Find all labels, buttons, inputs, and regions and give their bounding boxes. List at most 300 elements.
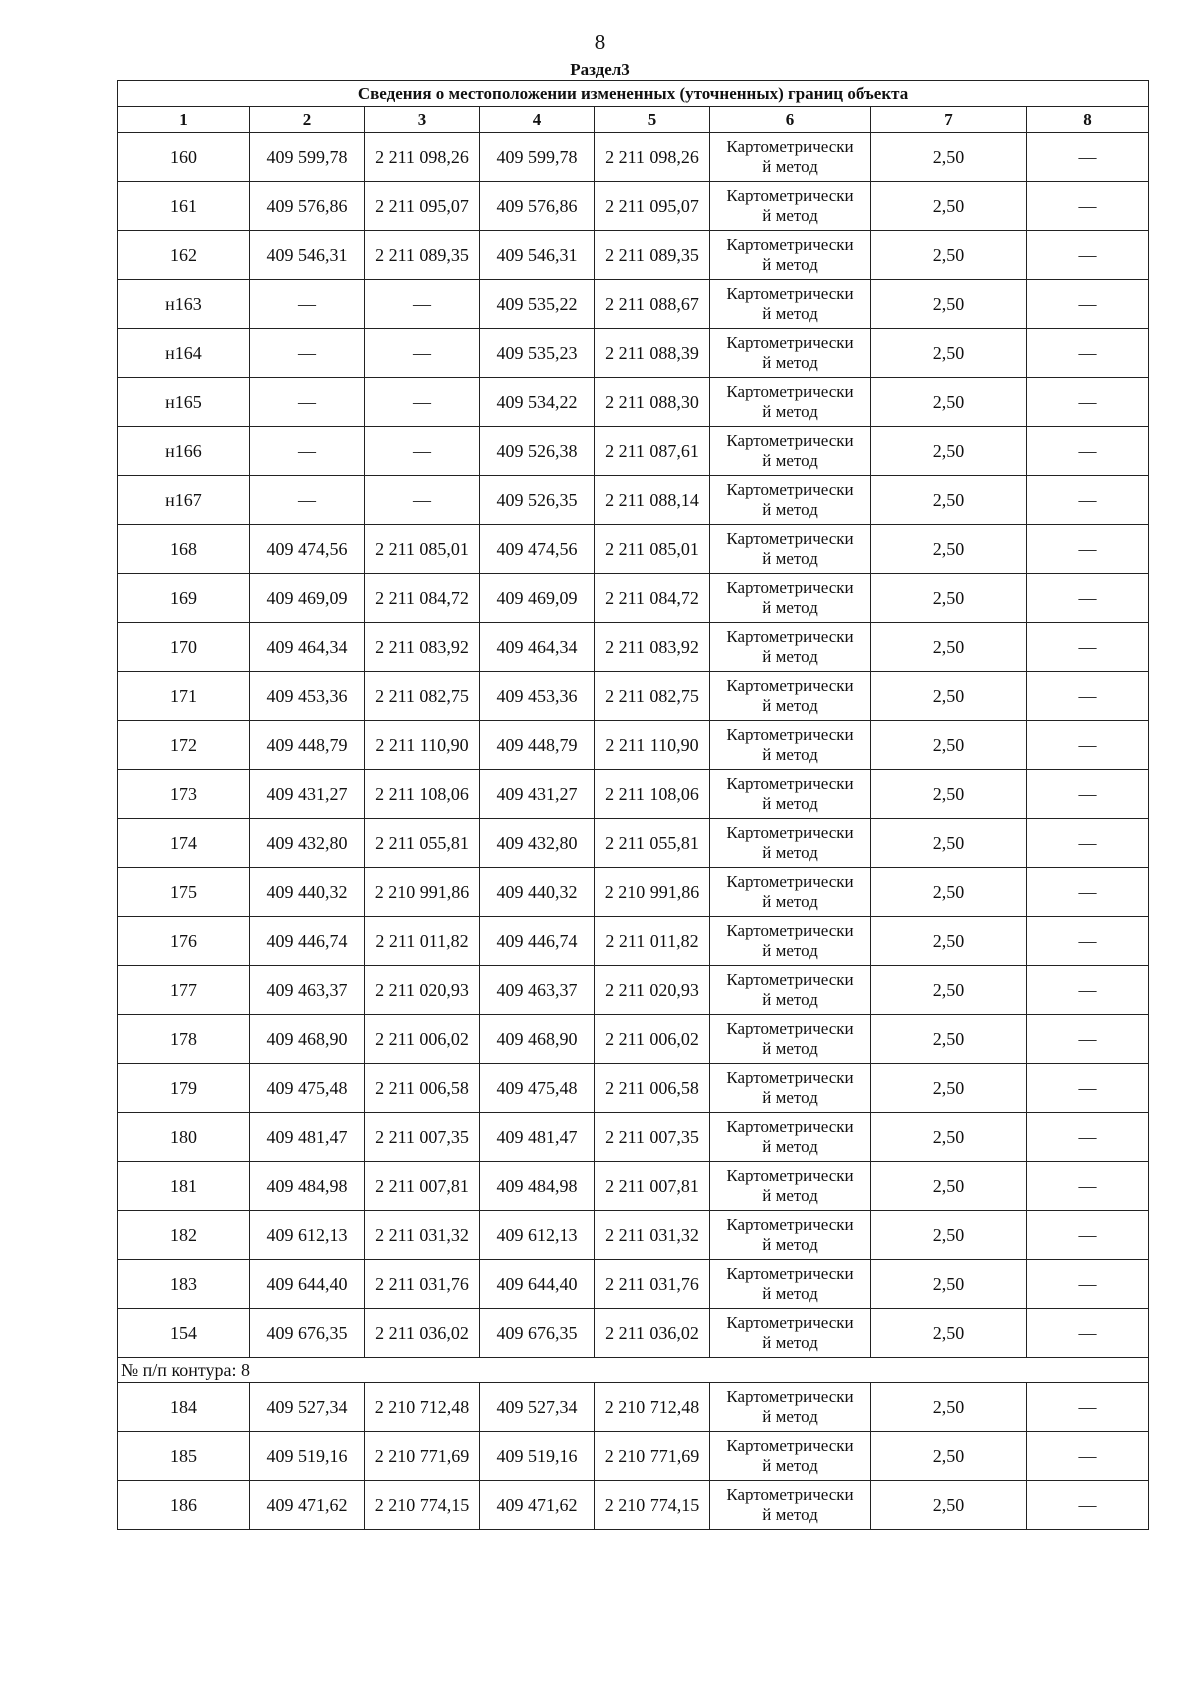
table-row [118, 721, 1149, 770]
description-cell: — [1027, 1064, 1149, 1113]
existing-y-cell: 2 211 108,06 [365, 770, 480, 819]
method-text-line1: Картометрически [726, 1215, 854, 1235]
new-x-cell: 409 576,86 [480, 182, 595, 231]
method-text-line1: Картометрически [726, 480, 854, 500]
accuracy-cell: 2,50 [871, 1015, 1027, 1064]
new-x-cell: 409 644,40 [480, 1260, 595, 1309]
new-x-cell: 409 453,36 [480, 672, 595, 721]
method-cell [710, 574, 871, 623]
method-cell [710, 1064, 871, 1113]
new-x-cell: 409 534,22 [480, 378, 595, 427]
existing-x-cell: 409 527,34 [250, 1383, 365, 1432]
new-x-cell: 409 546,31 [480, 231, 595, 280]
method-cell [710, 182, 871, 231]
method-cell [710, 623, 871, 672]
method-text-line1: Картометрически [726, 774, 854, 794]
method-text-line1: Картометрически [726, 1264, 854, 1284]
existing-x-cell: 409 546,31 [250, 231, 365, 280]
method-text-line1: Картометрически [726, 382, 854, 402]
existing-x-cell: 409 464,34 [250, 623, 365, 672]
table-row [118, 1211, 1149, 1260]
existing-x-cell: 409 484,98 [250, 1162, 365, 1211]
new-y-cell: 2 211 085,01 [595, 525, 710, 574]
method-text-line2: й метод [762, 402, 818, 421]
new-x-cell: 409 535,23 [480, 329, 595, 378]
accuracy-cell: 2,50 [871, 280, 1027, 329]
method-text-line2: й метод [762, 451, 818, 470]
new-x-cell: 409 471,62 [480, 1481, 595, 1530]
method-cell [710, 525, 871, 574]
column-number: 2 [250, 107, 365, 133]
description-cell: — [1027, 133, 1149, 182]
existing-y-cell: 2 211 031,76 [365, 1260, 480, 1309]
new-y-cell: 2 211 020,93 [595, 966, 710, 1015]
point-number-cell: 171 [118, 672, 250, 721]
accuracy-cell: 2,50 [871, 721, 1027, 770]
method-cell [710, 721, 871, 770]
method-text-line2: й метод [762, 647, 818, 666]
column-number: 7 [871, 107, 1027, 133]
new-y-cell: 2 211 036,02 [595, 1309, 710, 1358]
new-x-cell: 409 612,13 [480, 1211, 595, 1260]
method-cell [710, 672, 871, 721]
accuracy-cell: 2,50 [871, 1113, 1027, 1162]
existing-y-cell: 2 211 007,35 [365, 1113, 480, 1162]
existing-y-cell: 2 211 082,75 [365, 672, 480, 721]
existing-y-cell: 2 210 712,48 [365, 1383, 480, 1432]
new-y-cell: 2 211 011,82 [595, 917, 710, 966]
point-number-cell: 176 [118, 917, 250, 966]
contour-label: № п/п контура: 8 [118, 1358, 1149, 1383]
accuracy-cell: 2,50 [871, 133, 1027, 182]
method-cell [710, 329, 871, 378]
method-text-line2: й метод [762, 206, 818, 225]
existing-x-cell: — [250, 280, 365, 329]
method-text-line2: й метод [762, 500, 818, 519]
new-x-cell: 409 432,80 [480, 819, 595, 868]
table-row [118, 1113, 1149, 1162]
table-caption-row [118, 81, 1149, 107]
description-cell: — [1027, 1162, 1149, 1211]
method-cell [710, 1383, 871, 1432]
accuracy-cell: 2,50 [871, 1383, 1027, 1432]
point-number-cell: н167 [118, 476, 250, 525]
description-cell: — [1027, 525, 1149, 574]
method-cell [710, 280, 871, 329]
new-y-cell: 2 211 007,81 [595, 1162, 710, 1211]
table-row [118, 574, 1149, 623]
existing-x-cell: 409 431,27 [250, 770, 365, 819]
point-number-cell: 182 [118, 1211, 250, 1260]
new-x-cell: 409 446,74 [480, 917, 595, 966]
method-cell [710, 1211, 871, 1260]
existing-x-cell: 409 481,47 [250, 1113, 365, 1162]
method-text-line1: Картометрически [726, 725, 854, 745]
existing-x-cell: 409 676,35 [250, 1309, 365, 1358]
point-number-cell: н164 [118, 329, 250, 378]
description-cell: — [1027, 1015, 1149, 1064]
existing-y-cell: 2 210 991,86 [365, 868, 480, 917]
new-x-cell: 409 526,38 [480, 427, 595, 476]
method-text-line2: й метод [762, 696, 818, 715]
new-x-cell: 409 469,09 [480, 574, 595, 623]
table-row [118, 819, 1149, 868]
existing-x-cell: 409 463,37 [250, 966, 365, 1015]
accuracy-cell: 2,50 [871, 672, 1027, 721]
existing-y-cell: 2 211 006,58 [365, 1064, 480, 1113]
point-number-cell: 168 [118, 525, 250, 574]
existing-x-cell: 409 576,86 [250, 182, 365, 231]
accuracy-cell: 2,50 [871, 231, 1027, 280]
point-number-cell: 162 [118, 231, 250, 280]
table-row [118, 525, 1149, 574]
boundary-coordinates-table [117, 80, 1149, 1530]
description-cell: — [1027, 1383, 1149, 1432]
new-y-cell: 2 211 095,07 [595, 182, 710, 231]
method-text-line2: й метод [762, 1284, 818, 1303]
accuracy-cell: 2,50 [871, 1309, 1027, 1358]
accuracy-cell: 2,50 [871, 378, 1027, 427]
method-text-line1: Картометрически [726, 1068, 854, 1088]
accuracy-cell: 2,50 [871, 819, 1027, 868]
point-number-cell: 181 [118, 1162, 250, 1211]
method-text-line2: й метод [762, 1039, 818, 1058]
method-text-line2: й метод [762, 549, 818, 568]
existing-y-cell: 2 211 036,02 [365, 1309, 480, 1358]
accuracy-cell: 2,50 [871, 574, 1027, 623]
description-cell: — [1027, 623, 1149, 672]
existing-y-cell: — [365, 280, 480, 329]
column-number: 4 [480, 107, 595, 133]
table-row [118, 1162, 1149, 1211]
table-row [118, 476, 1149, 525]
existing-x-cell: 409 599,78 [250, 133, 365, 182]
point-number-cell: 170 [118, 623, 250, 672]
table-row [118, 966, 1149, 1015]
table-row [118, 1432, 1149, 1481]
new-x-cell: 409 475,48 [480, 1064, 595, 1113]
method-text-line1: Картометрически [726, 431, 854, 451]
new-y-cell: 2 211 087,61 [595, 427, 710, 476]
new-y-cell: 2 211 031,32 [595, 1211, 710, 1260]
point-number-cell: 177 [118, 966, 250, 1015]
new-x-cell: 409 527,34 [480, 1383, 595, 1432]
method-text-line2: й метод [762, 892, 818, 911]
accuracy-cell: 2,50 [871, 476, 1027, 525]
table-row [118, 770, 1149, 819]
method-text-line2: й метод [762, 745, 818, 764]
method-cell [710, 917, 871, 966]
accuracy-cell: 2,50 [871, 182, 1027, 231]
new-x-cell: 409 535,22 [480, 280, 595, 329]
accuracy-cell: 2,50 [871, 770, 1027, 819]
existing-y-cell: 2 211 089,35 [365, 231, 480, 280]
new-y-cell: 2 211 007,35 [595, 1113, 710, 1162]
description-cell: — [1027, 819, 1149, 868]
method-cell [710, 1309, 871, 1358]
method-text-line2: й метод [762, 941, 818, 960]
new-x-cell: 409 468,90 [480, 1015, 595, 1064]
new-y-cell: 2 211 089,35 [595, 231, 710, 280]
table-row [118, 133, 1149, 182]
new-x-cell: 409 463,37 [480, 966, 595, 1015]
point-number-cell: 179 [118, 1064, 250, 1113]
new-y-cell: 2 211 083,92 [595, 623, 710, 672]
description-cell: — [1027, 1309, 1149, 1358]
method-cell [710, 1481, 871, 1530]
existing-x-cell: 409 446,74 [250, 917, 365, 966]
method-text-line1: Картометрически [726, 872, 854, 892]
method-text-line2: й метод [762, 990, 818, 1009]
existing-x-cell: — [250, 476, 365, 525]
new-y-cell: 2 210 774,15 [595, 1481, 710, 1530]
column-number: 3 [365, 107, 480, 133]
point-number-cell: 169 [118, 574, 250, 623]
new-x-cell: 409 464,34 [480, 623, 595, 672]
accuracy-cell: 2,50 [871, 1481, 1027, 1530]
description-cell: — [1027, 231, 1149, 280]
existing-x-cell: 409 448,79 [250, 721, 365, 770]
description-cell: — [1027, 1211, 1149, 1260]
point-number-cell: 174 [118, 819, 250, 868]
new-x-cell: 409 599,78 [480, 133, 595, 182]
table-row [118, 1260, 1149, 1309]
description-cell: — [1027, 329, 1149, 378]
method-cell [710, 378, 871, 427]
existing-y-cell: 2 211 084,72 [365, 574, 480, 623]
new-y-cell: 2 211 006,02 [595, 1015, 710, 1064]
existing-y-cell: 2 211 085,01 [365, 525, 480, 574]
table-row [118, 280, 1149, 329]
existing-x-cell: 409 440,32 [250, 868, 365, 917]
method-cell [710, 966, 871, 1015]
existing-x-cell: 409 432,80 [250, 819, 365, 868]
new-x-cell: 409 676,35 [480, 1309, 595, 1358]
method-cell [710, 1162, 871, 1211]
new-y-cell: 2 211 055,81 [595, 819, 710, 868]
page-number: 8 [594, 30, 606, 54]
new-y-cell: 2 211 031,76 [595, 1260, 710, 1309]
accuracy-cell: 2,50 [871, 966, 1027, 1015]
section-title: Раздел3 [570, 60, 630, 79]
method-cell [710, 231, 871, 280]
description-cell: — [1027, 1481, 1149, 1530]
method-text-line1: Картометрически [726, 921, 854, 941]
existing-y-cell: 2 211 006,02 [365, 1015, 480, 1064]
column-number-row [118, 107, 1149, 133]
table-row [118, 329, 1149, 378]
method-text-line1: Картометрически [726, 529, 854, 549]
method-cell [710, 427, 871, 476]
existing-x-cell: 409 468,90 [250, 1015, 365, 1064]
method-text-line1: Картометрически [726, 186, 854, 206]
existing-y-cell: 2 210 771,69 [365, 1432, 480, 1481]
description-cell: — [1027, 672, 1149, 721]
point-number-cell: 180 [118, 1113, 250, 1162]
method-text-line2: й метод [762, 1456, 818, 1475]
method-text-line1: Картометрически [726, 1387, 854, 1407]
description-cell: — [1027, 868, 1149, 917]
new-y-cell: 2 211 006,58 [595, 1064, 710, 1113]
method-text-line1: Картометрически [726, 627, 854, 647]
point-number-cell: 161 [118, 182, 250, 231]
method-cell [710, 133, 871, 182]
method-text-line2: й метод [762, 1407, 818, 1426]
method-text-line2: й метод [762, 1137, 818, 1156]
new-y-cell: 2 211 098,26 [595, 133, 710, 182]
table-row [118, 868, 1149, 917]
method-text-line1: Картометрически [726, 1436, 854, 1456]
description-cell: — [1027, 280, 1149, 329]
new-x-cell: 409 526,35 [480, 476, 595, 525]
accuracy-cell: 2,50 [871, 868, 1027, 917]
table-row [118, 1015, 1149, 1064]
new-x-cell: 409 484,98 [480, 1162, 595, 1211]
new-x-cell: 409 440,32 [480, 868, 595, 917]
table-row [118, 1064, 1149, 1113]
point-number-cell: н166 [118, 427, 250, 476]
method-text-line1: Картометрически [726, 823, 854, 843]
existing-x-cell: 409 469,09 [250, 574, 365, 623]
accuracy-cell: 2,50 [871, 1260, 1027, 1309]
table-body [118, 81, 1149, 1530]
new-y-cell: 2 211 088,39 [595, 329, 710, 378]
point-number-cell: 154 [118, 1309, 250, 1358]
new-x-cell: 409 431,27 [480, 770, 595, 819]
table-row [118, 182, 1149, 231]
point-number-cell: 173 [118, 770, 250, 819]
new-y-cell: 2 211 110,90 [595, 721, 710, 770]
table-row [118, 917, 1149, 966]
table-row [118, 1481, 1149, 1530]
description-cell: — [1027, 427, 1149, 476]
method-text-line2: й метод [762, 843, 818, 862]
table-row [118, 378, 1149, 427]
method-text-line1: Картометрически [726, 676, 854, 696]
table-row [118, 623, 1149, 672]
method-text-line1: Картометрически [726, 1485, 854, 1505]
method-text-line2: й метод [762, 794, 818, 813]
method-text-line1: Картометрически [726, 333, 854, 353]
existing-x-cell: 409 519,16 [250, 1432, 365, 1481]
existing-x-cell: 409 474,56 [250, 525, 365, 574]
table-row [118, 231, 1149, 280]
method-cell [710, 1015, 871, 1064]
column-number: 6 [710, 107, 871, 133]
point-number-cell: н165 [118, 378, 250, 427]
new-y-cell: 2 211 084,72 [595, 574, 710, 623]
table-caption: Сведения о местоположении измененных (уточненных) границ объекта [118, 81, 1149, 107]
method-text-line2: й метод [762, 304, 818, 323]
new-x-cell: 409 519,16 [480, 1432, 595, 1481]
method-text-line1: Картометрически [726, 1117, 854, 1137]
method-text-line2: й метод [762, 1186, 818, 1205]
point-number-cell: 186 [118, 1481, 250, 1530]
accuracy-cell: 2,50 [871, 427, 1027, 476]
accuracy-cell: 2,50 [871, 1064, 1027, 1113]
description-cell: — [1027, 574, 1149, 623]
existing-y-cell: 2 211 011,82 [365, 917, 480, 966]
description-cell: — [1027, 476, 1149, 525]
new-y-cell: 2 210 991,86 [595, 868, 710, 917]
accuracy-cell: 2,50 [871, 329, 1027, 378]
method-text-line2: й метод [762, 1235, 818, 1254]
existing-x-cell: 409 475,48 [250, 1064, 365, 1113]
method-text-line2: й метод [762, 157, 818, 176]
new-y-cell: 2 211 088,30 [595, 378, 710, 427]
method-text-line2: й метод [762, 1088, 818, 1107]
method-text-line2: й метод [762, 1333, 818, 1352]
existing-y-cell: 2 211 031,32 [365, 1211, 480, 1260]
method-cell [710, 476, 871, 525]
new-y-cell: 2 211 088,14 [595, 476, 710, 525]
method-text-line1: Картометрически [726, 1019, 854, 1039]
accuracy-cell: 2,50 [871, 917, 1027, 966]
existing-y-cell: 2 211 083,92 [365, 623, 480, 672]
table-row [118, 1309, 1149, 1358]
new-y-cell: 2 211 088,67 [595, 280, 710, 329]
existing-y-cell: 2 211 095,07 [365, 182, 480, 231]
existing-x-cell: — [250, 329, 365, 378]
method-cell [710, 1260, 871, 1309]
accuracy-cell: 2,50 [871, 1432, 1027, 1481]
description-cell: — [1027, 770, 1149, 819]
point-number-cell: 172 [118, 721, 250, 770]
new-x-cell: 409 481,47 [480, 1113, 595, 1162]
method-cell [710, 1113, 871, 1162]
accuracy-cell: 2,50 [871, 1162, 1027, 1211]
new-y-cell: 2 210 712,48 [595, 1383, 710, 1432]
description-cell: — [1027, 917, 1149, 966]
description-cell: — [1027, 378, 1149, 427]
existing-y-cell: 2 211 020,93 [365, 966, 480, 1015]
column-number: 5 [595, 107, 710, 133]
method-text-line1: Картометрически [726, 235, 854, 255]
new-y-cell: 2 210 771,69 [595, 1432, 710, 1481]
description-cell: — [1027, 966, 1149, 1015]
point-number-cell: 184 [118, 1383, 250, 1432]
point-number-cell: 183 [118, 1260, 250, 1309]
existing-y-cell: — [365, 329, 480, 378]
method-text-line2: й метод [762, 1505, 818, 1524]
method-cell [710, 1432, 871, 1481]
new-y-cell: 2 211 108,06 [595, 770, 710, 819]
accuracy-cell: 2,50 [871, 1211, 1027, 1260]
existing-y-cell: 2 210 774,15 [365, 1481, 480, 1530]
new-x-cell: 409 474,56 [480, 525, 595, 574]
description-cell: — [1027, 182, 1149, 231]
existing-x-cell: 409 453,36 [250, 672, 365, 721]
description-cell: — [1027, 1432, 1149, 1481]
column-number: 1 [118, 107, 250, 133]
description-cell: — [1027, 721, 1149, 770]
method-text-line1: Картометрически [726, 1313, 854, 1333]
method-text-line1: Картометрически [726, 1166, 854, 1186]
point-number-cell: 178 [118, 1015, 250, 1064]
table-row [118, 672, 1149, 721]
method-text-line1: Картометрически [726, 578, 854, 598]
table-row [118, 1383, 1149, 1432]
method-text-line2: й метод [762, 598, 818, 617]
method-text-line2: й метод [762, 353, 818, 372]
existing-y-cell: 2 211 007,81 [365, 1162, 480, 1211]
existing-y-cell: 2 211 098,26 [365, 133, 480, 182]
table-row [118, 427, 1149, 476]
existing-y-cell: — [365, 476, 480, 525]
new-y-cell: 2 211 082,75 [595, 672, 710, 721]
method-cell [710, 770, 871, 819]
method-text-line1: Картометрически [726, 137, 854, 157]
